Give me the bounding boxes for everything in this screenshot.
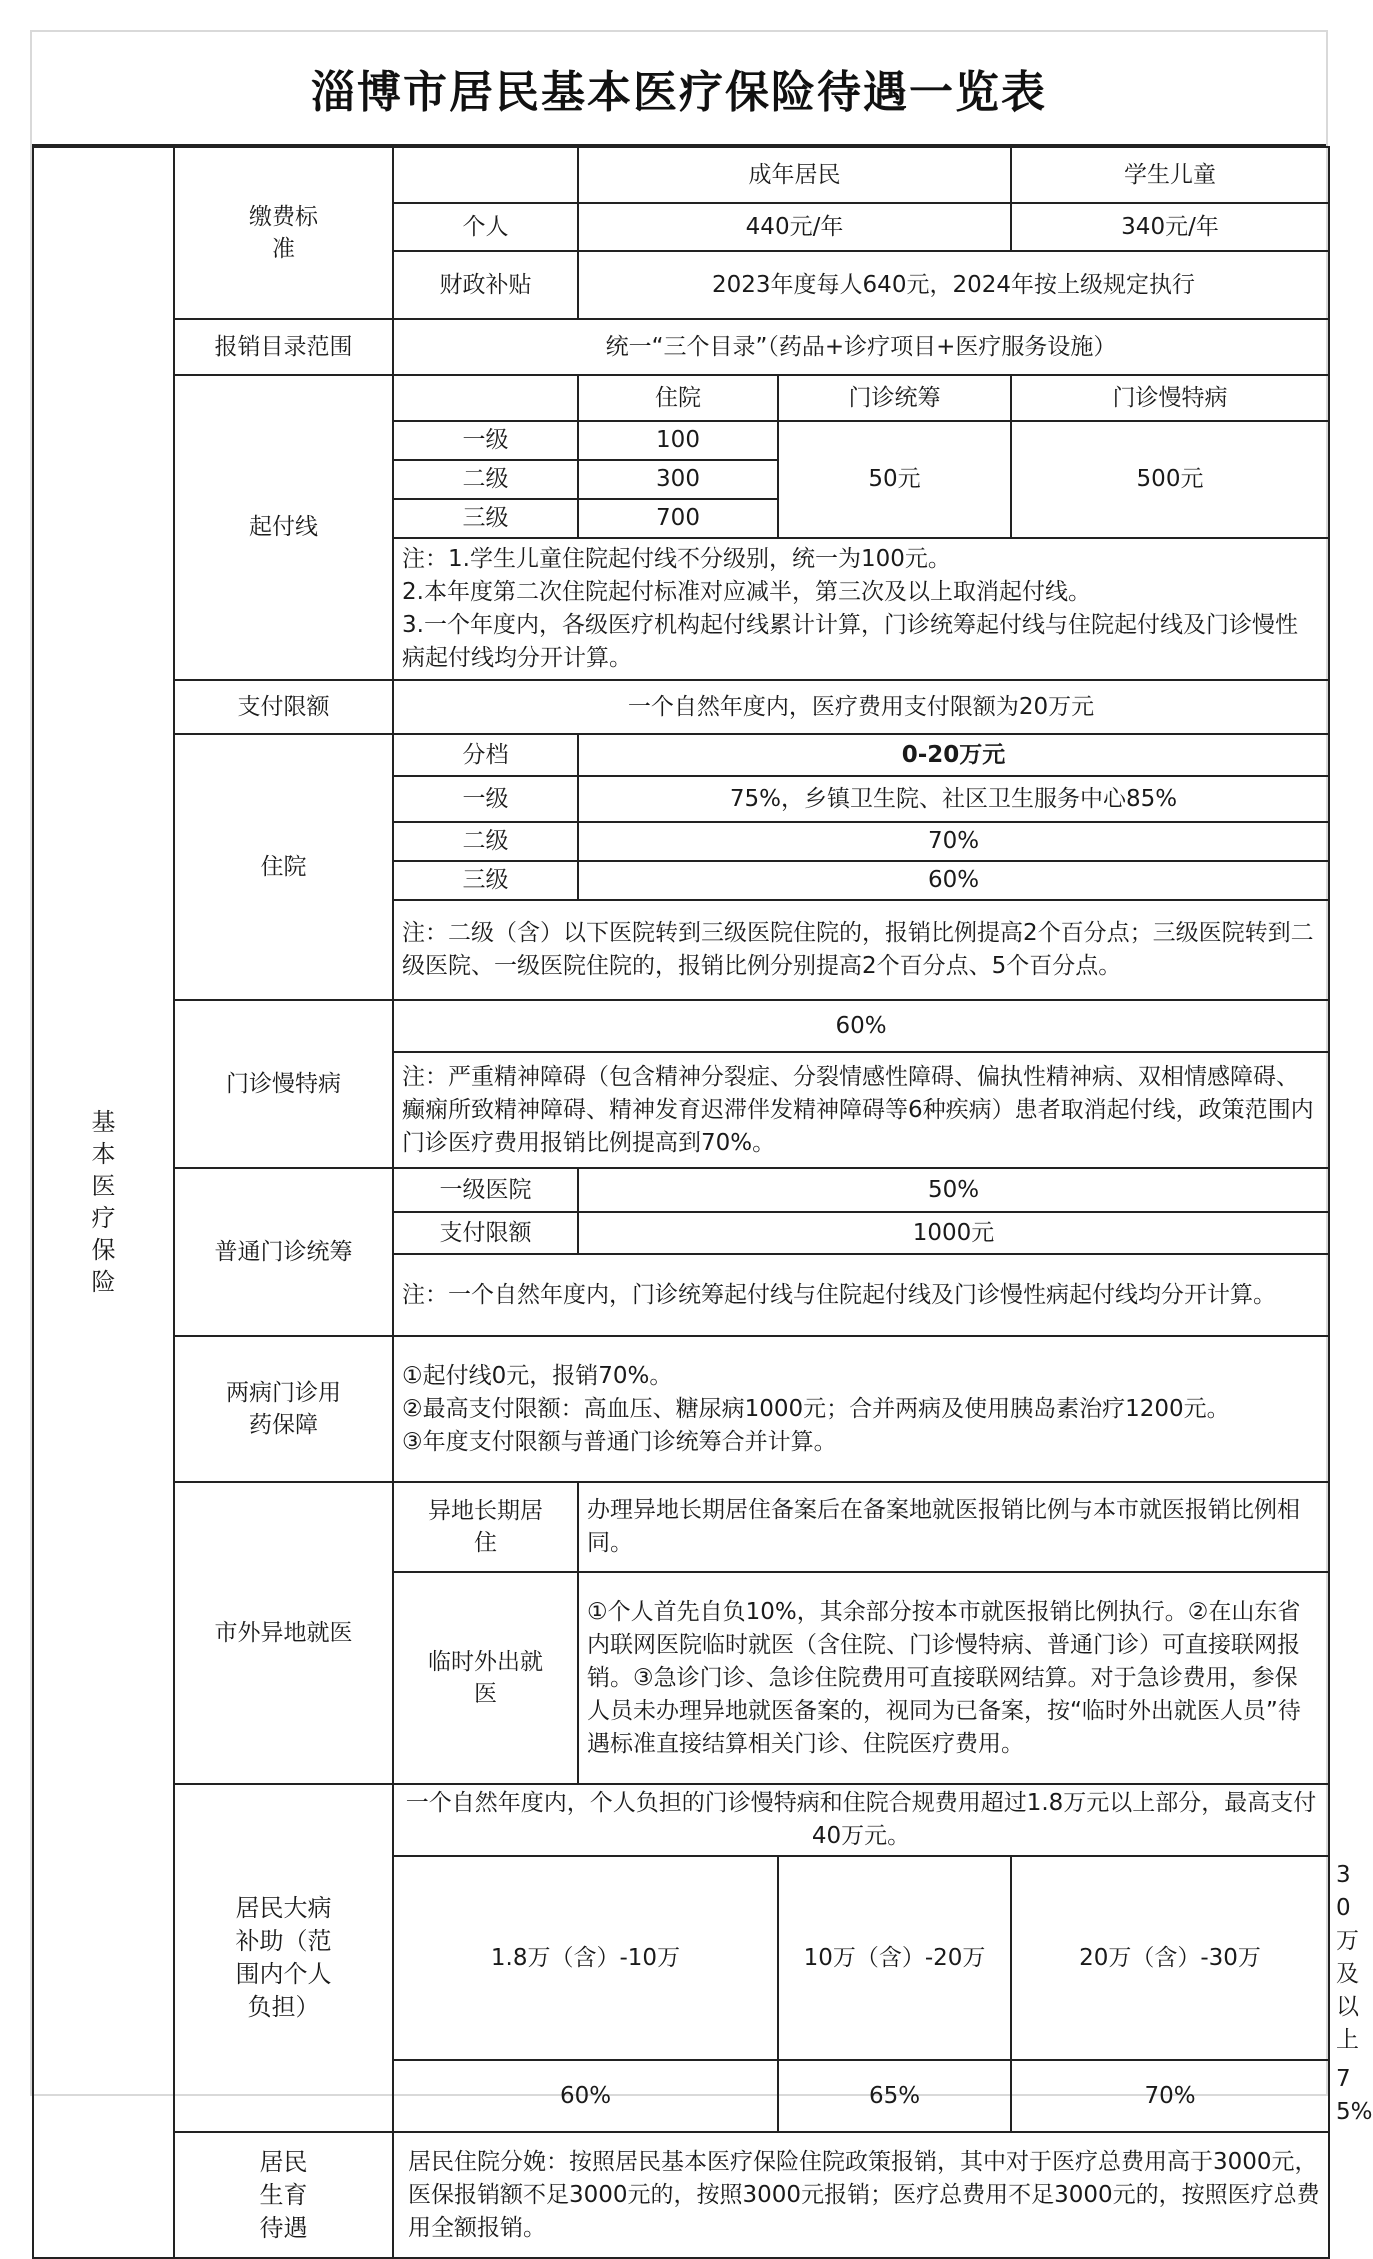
catalog-label: 报销目录范围 [174, 319, 393, 375]
deductible-col-chronic: 门诊慢特病 [1011, 375, 1329, 421]
deductible-label: 起付线 [174, 375, 393, 680]
chronic-note: 注：严重精神障碍（包含精神分裂症、分裂情感性障碍、偏执性精神病、双相情感障碍、癫痫所致精神障碍、精神发育迟滞伴发精神障碍等6种疾病）患者取消起付线，政策范围内门诊医疗费用报销比例提高到70%。 [393, 1052, 1329, 1168]
general-outpatient-row1-value: 50% [578, 1168, 1329, 1212]
inpatient-ratio-2: 70% [578, 822, 1329, 861]
major-illness-range-2: 10万（含）-20万 [778, 1856, 1011, 2060]
deductible-col-pooling: 门诊统筹 [778, 375, 1011, 421]
general-outpatient-note: 注：一个自然年度内，门诊统筹起付线与住院起付线及门诊慢性病起付线均分开计算。 [393, 1254, 1329, 1336]
major-illness-label: 居民大病补助（范围内个人负担） [174, 1784, 393, 2132]
inpatient-level-1: 一级 [393, 776, 578, 822]
inpatient-label: 住院 [174, 734, 393, 1000]
major-illness-ratio-2: 65% [778, 2060, 1011, 2132]
deductible-amount-3: 700 [578, 499, 778, 538]
payment-col-adult: 成年居民 [578, 147, 1011, 203]
major-illness-summary: 一个自然年度内，个人负担的门诊慢特病和住院合规费用超过1.8万元以上部分，最高支付40万元。 [393, 1784, 1329, 1856]
deductible-note-3: 3.一个年度内，各级医疗机构起付线累计计算，门诊统筹起付线与住院起付线及门诊慢性病起付线均分开计算。 [402, 612, 1298, 671]
offsite-temp-label: 临时外出就医 [393, 1572, 578, 1784]
deductible-col-inpatient: 住院 [578, 375, 778, 421]
inpatient-ratio-3: 60% [578, 861, 1329, 900]
inpatient-ratio-1: 75%，乡镇卫生院、社区卫生服务中心85% [578, 776, 1329, 822]
two-diseases-line-2: ②最高支付限额：高血压、糖尿病1000元；合并两病及使用胰岛素治疗1200元。 [402, 1395, 1230, 1422]
basic-insurance-label: 基本医疗保险 [33, 147, 174, 2258]
inpatient-tier-label: 分档 [393, 734, 578, 776]
two-diseases-line-1: ①起付线0元，报销70%。 [402, 1362, 673, 1389]
two-diseases-line-3: ③年度支付限额与普通门诊统筹合并计算。 [402, 1428, 837, 1455]
benefits-table: 基本医疗保险 缴费标准 成年居民 学生儿童 个人 440元/年 340元/年 财政补贴 2023年度每人640元，2024年按上级规定执行 报销目录范围 统一“三个目录”（药品+诊疗项目+医疗服务设施） 起付线 住院 门诊统筹 门诊慢特病 一级 100 50元 500元 二级 300 三级 700 注：1.学生儿童住院起付线不分级别，统一为100元。 2.本年度第二次住院起付标准对应减半，第三次及以上取消起付线。 3.一个年度内，各级医疗机构起付线累计计算，门诊统筹起付线与住院起付线及门诊慢性病起付线均分开计算。 支付限额 一个自然年度内，医疗费用支付限额为20万元 住院 分档 0-20万元 一级 75%，乡镇卫生院、社区卫生服务中心85% 二级 70% 三级 60% 注：二级（含）以下医院转到三级医院住院的，报销比例提高2个百分点；三级医院转到二级医院、一级医院住院的，报销比例分别提高2个百分点、5个百分点。 门诊慢特病 60% 注：严重精神障碍（包含精神分裂症、分裂情感性障碍、偏执性精神病、双相情感障碍、癫痫所致精神障碍、精神发育迟滞伴发精神障碍等6种疾病）患者取消起付线，政策范围内门诊医疗费用报销比例提高到70%。 普通门诊统筹 一级医院 50% 支付限额 1000元 注：一个自然年度内，门诊统筹起付线与住院起付线及门诊慢性病起付线均分开计算。 两病门诊用药保障 ①起付线0元，报销70%。 ②最高支付限额：高血压、糖尿病1000元；合并两病及使用胰岛素治疗1200元。 ③年度支付限额与普通门诊统筹合并计算。 市外异地就医 异地长期居住 办理异地长期居住备案后在备案地就医报销比例与本市就医报销比例相同。 临时外出就医 ①个人首先自负10%，其余部分按本市就医报销比例执行。②在山东省内联网医院临时就医（含住院、门诊慢特病、普通门诊）可直接联网报销。③急诊门诊、急诊住院费用可直接联网结算。对于急诊费用，参保人员未办理异地就医备案的，视同为已备案，按“临时外出就医人员”待遇标准直接结算相关门诊、住院医疗费用。 居民大病补助（范围内个人负担） 一个自然年度内，个人负担的门诊慢特病和住院合规费用超过1.8万元以上部分，最高支付40万元。 1.8万（含）-10万 10万（含）-20万 20万（含）-30万 30万及以上 60% 65% 70% 75% 居民生育待遇 居民住院分娩：按照居民基本医疗保险住院政策报销，其中对于医疗总费用高于3000元，医保报销额不足3000元的，按照3000元报销；医疗总费用不足3000元的，按照医疗总费用全额报销。 [32, 146, 1330, 2259]
maternity-label: 居民生育待遇 [174, 2132, 393, 2258]
offsite-long-label: 异地长期居住 [393, 1482, 578, 1572]
deductible-notes [393, 538, 1329, 680]
offsite-label: 市外异地就医 [174, 1482, 393, 1784]
deductible-pooling-amount: 50元 [778, 421, 1011, 538]
document-page [30, 30, 1373, 2242]
payment-subsidy-text: 2023年度每人640元，2024年按上级规定执行 [578, 251, 1329, 319]
general-outpatient-row2-label: 支付限额 [393, 1212, 578, 1254]
deductible-empty-header [393, 375, 578, 421]
inpatient-tier-value: 0-20万元 [578, 734, 1329, 776]
limit-text: 一个自然年度内，医疗费用支付限额为20万元 [393, 680, 1329, 734]
maternity-text: 居民住院分娩：按照居民基本医疗保险住院政策报销，其中对于医疗总费用高于3000元，医保报销额不足3000元的，按照3000元报销；医疗总费用不足3000元的，按照医疗总费用全额报销。 [393, 2132, 1329, 2258]
inpatient-note: 注：二级（含）以下医院转到三级医院住院的，报销比例提高2个百分点；三级医院转到二级医院、一级医院住院的，报销比例分别提高2个百分点、5个百分点。 [393, 900, 1329, 1000]
major-illness-range-1: 1.8万（含）-10万 [393, 1856, 778, 2060]
two-diseases-label: 两病门诊用药保障 [174, 1336, 393, 1482]
deductible-amount-1: 100 [578, 421, 778, 460]
payment-empty-header [393, 147, 578, 203]
major-illness-ratio-3: 70% [1011, 2060, 1329, 2132]
payment-row-personal: 个人 [393, 203, 578, 251]
general-outpatient-label: 普通门诊统筹 [174, 1168, 393, 1336]
deductible-chronic-amount: 500元 [1011, 421, 1329, 538]
offsite-long-text: 办理异地长期居住备案后在备案地就医报销比例与本市就医报销比例相同。 [578, 1482, 1329, 1572]
deductible-amount-2: 300 [578, 460, 778, 499]
deductible-note-2: 2.本年度第二次住院起付标准对应减半，第三次及以上取消起付线。 [402, 579, 1091, 605]
payment-col-student: 学生儿童 [1011, 147, 1329, 203]
limit-label: 支付限额 [174, 680, 393, 734]
deductible-level-2: 二级 [393, 460, 578, 499]
two-diseases-text [393, 1336, 1329, 1482]
payment-label: 缴费标准 [174, 147, 393, 319]
offsite-temp-text: ①个人首先自负10%，其余部分按本市就医报销比例执行。②在山东省内联网医院临时就医（含住院、门诊慢特病、普通门诊）可直接联网报销。③急诊门诊、急诊住院费用可直接联网结算。对于急诊费用，参保人员未办理异地就医备案的，视同为已备案，按“临时外出就医人员”待遇标准直接结算相关门诊、住院医疗费用。 [578, 1572, 1329, 1784]
general-outpatient-row2-value: 1000元 [578, 1212, 1329, 1254]
catalog-text: 统一“三个目录”（药品+诊疗项目+医疗服务设施） [393, 319, 1329, 375]
chronic-ratio: 60% [393, 1000, 1329, 1052]
general-outpatient-row1-label: 一级医院 [393, 1168, 578, 1212]
major-illness-range-3: 20万（含）-30万 [1011, 1856, 1329, 2060]
inpatient-level-3: 三级 [393, 861, 578, 900]
payment-student-amount: 340元/年 [1011, 203, 1329, 251]
major-illness-ratio-1: 60% [393, 2060, 778, 2132]
deductible-level-1: 一级 [393, 421, 578, 460]
payment-row-subsidy: 财政补贴 [393, 251, 578, 319]
chronic-label: 门诊慢特病 [174, 1000, 393, 1168]
inpatient-level-2: 二级 [393, 822, 578, 861]
deductible-level-3: 三级 [393, 499, 578, 538]
payment-adult-amount: 440元/年 [578, 203, 1011, 251]
page-title: 淄博市居民基本医疗保险待遇一览表 [32, 32, 1326, 146]
deductible-note-1: 注：1.学生儿童住院起付线不分级别，统一为100元。 [402, 546, 951, 572]
